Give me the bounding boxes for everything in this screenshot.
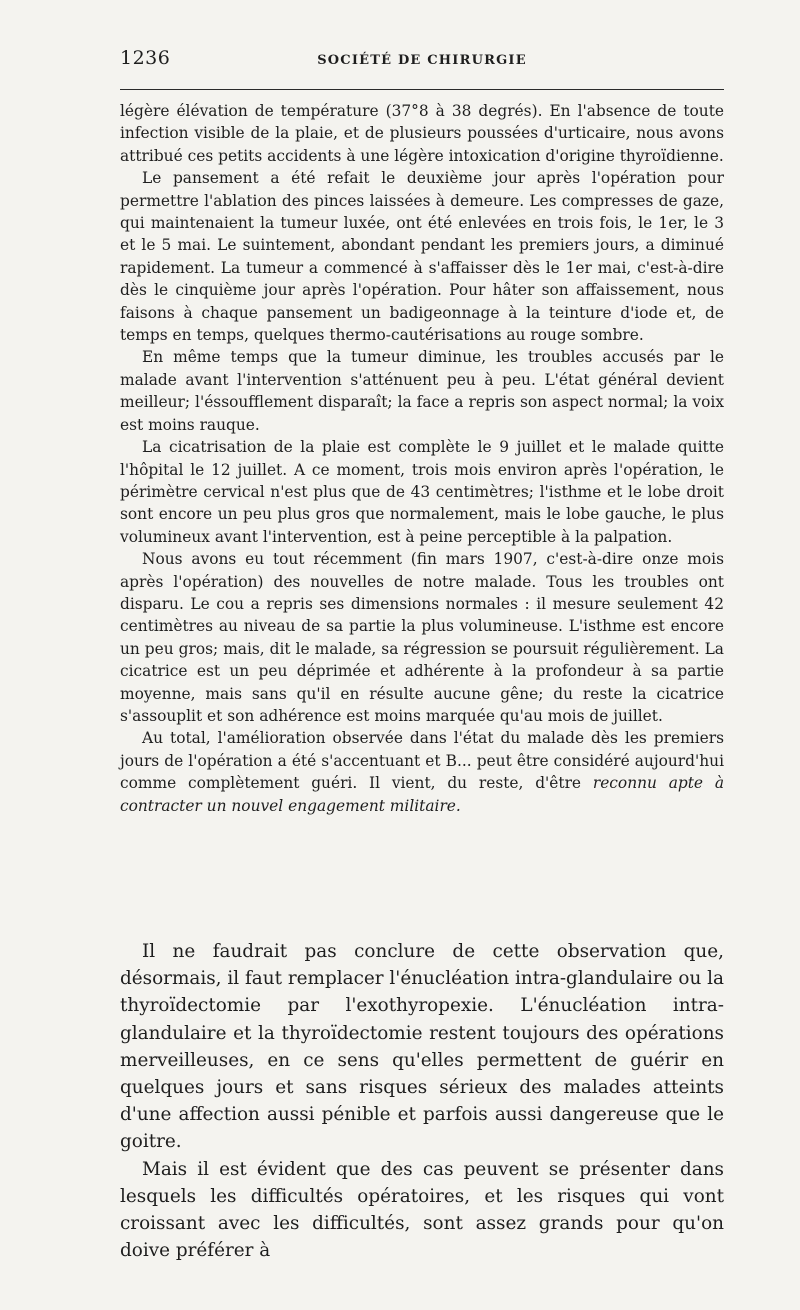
paragraph: Il ne faudrait pas conclure de cette observation que, désormais, il faut remplacer l'énucléation intra-glandulaire ou la thyroïdectomie par l'exothyropexie. L'énucléation intra-glandulaire et la thyroïdectomie restent toujours des opérations merveilleuses, en ce sens qu'elles permettent de guérir en quelques jours et sans risques sérieux des malades atteints d'une affection aussi pénible et parfois aussi dangereuse que le goitre. bbox=[120, 941, 724, 1153]
paragraph: Nous avons eu tout récemment (fin mars 1907, c'est-à-dire onze mois après l'opération) des nouvelles de notre malade. Tous les troubles ont disparu. Le cou a repris ses dimensions normales : il mesure seulement 42 centimètres au niveau de sa partie la plus volumineuse. L'isthme est encore un peu gros; mais, dit le malade, sa régression se poursuit régulièrement. La cicatrice est un peu déprimée et adhérente à la profondeur à sa partie moyenne, mais sans qu'il en résulte aucune gêne; du reste la cicatrice s'assouplit et son adhérence est moins marquée qu'au mois de juillet. bbox=[120, 550, 724, 725]
paragraph: En même temps que la tumeur diminue, les troubles accusés par le malade avant l'intervention s'atténuent peu à peu. L'état général devient meilleur; l'éssoufflement disparaît; la face a repris son aspect normal; la voix est moins rauque. bbox=[120, 348, 724, 434]
paragraph: La cicatrisation de la plaie est complète le 9 juillet et le malade quitte l'hôpital le 12 juillet. A ce moment, trois mois environ après l'opération, le périmètre cervical n'est plus que de 43 centimètres; l'isthme et le lobe droit sont encore un peu plus gros que normalement, mais le lobe gauche, le plus volumineux avant l'intervention, est à peine perceptible à la palpation. bbox=[120, 438, 724, 546]
paragraph: Mais il est évident que des cas peuvent se présenter dans lesquels les difficultés opératoires, et les risques qui vont croissant avec les difficultés, sont assez grands pour qu'on doive préférer à bbox=[120, 1158, 724, 1262]
paragraph-text: Au total, l'amélioration observée dans l'état du malade dès les premiers jours de l'opération a été s'accentuant et B... peut être considéré aujourd'hui comme complètement guéri. Il vient, du reste, d'être bbox=[120, 729, 724, 793]
paragraph: légère élévation de température (37°8 à 38 degrés). En l'absence de toute infection visible de la plaie, et de plusieurs poussées d'urticaire, nous avons attribué ces petits accidents à une légère intoxication d'origine thyroïdienne. bbox=[120, 102, 724, 165]
paragraph: Le pansement a été refait le deuxième jour après l'opération pour permettre l'ablation des pinces laissées à demeure. Les compresses de gaze, qui maintenaient la tumeur luxée, ont été enlevées en trois fois, le 1er, le 3 et le 5 mai. Le suintement, abondant pendant les premiers jours, a diminué rapidement. La tumeur a commencé à s'affaisser dès le 1er mai, c'est-à-dire dès le cinquième jour après l'opération. Pour hâter son affaissement, nous faisons à chaque pansement un badigeonnage à la teinture d'iode et, de temps en temps, quelques thermo-cautérisations au rouge sombre. bbox=[120, 169, 724, 345]
observation-text bbox=[120, 100, 724, 817]
running-title: SOCIÉTÉ DE CHIRURGIE bbox=[317, 53, 527, 68]
header-rule bbox=[120, 89, 724, 90]
italic-conclusion: reconnu apte à contracter un nouvel engagement militaire. bbox=[120, 774, 724, 815]
page-header bbox=[120, 47, 724, 77]
paragraph bbox=[120, 727, 724, 817]
page-number: 1236 bbox=[120, 47, 171, 69]
discussion-text bbox=[120, 938, 724, 1264]
